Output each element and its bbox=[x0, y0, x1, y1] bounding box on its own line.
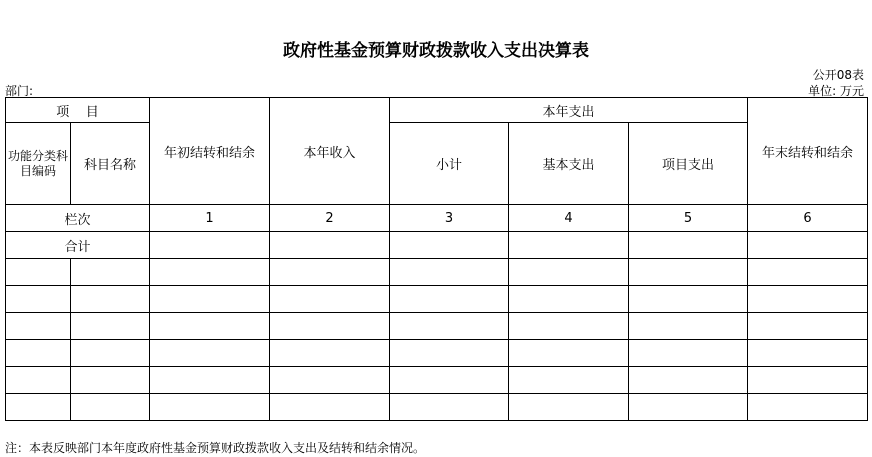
table-cell bbox=[509, 367, 629, 394]
header-row-1 bbox=[6, 98, 868, 123]
table-cell bbox=[270, 313, 390, 340]
table-cell bbox=[629, 232, 748, 259]
table-cell bbox=[509, 259, 629, 286]
table-cell bbox=[270, 367, 390, 394]
table-cell bbox=[748, 394, 868, 421]
table-cell bbox=[150, 340, 270, 367]
header-subject-name: 科目名称 bbox=[71, 123, 150, 205]
column-number-row bbox=[6, 205, 868, 232]
table-cell bbox=[270, 232, 390, 259]
header-income: 本年收入 bbox=[270, 98, 390, 205]
table-cell bbox=[150, 259, 270, 286]
table-cell bbox=[6, 340, 71, 367]
header-item: 项 目 bbox=[6, 98, 150, 123]
table-cell bbox=[270, 286, 390, 313]
header-func-code: 功能分类科目编码 bbox=[6, 123, 71, 205]
table-cell bbox=[150, 232, 270, 259]
table-cell bbox=[390, 394, 509, 421]
table-cell bbox=[390, 259, 509, 286]
table-cell bbox=[629, 367, 748, 394]
table-cell bbox=[390, 367, 509, 394]
table-cell bbox=[748, 232, 868, 259]
form-code: 公开08表 bbox=[812, 68, 864, 82]
report-title: 政府性基金预算财政拨款收入支出决算表 bbox=[283, 41, 589, 61]
table-cell bbox=[748, 340, 868, 367]
column-number-5: 5 bbox=[629, 205, 748, 232]
table-row bbox=[6, 367, 868, 394]
table-cell bbox=[270, 394, 390, 421]
table-row bbox=[6, 394, 868, 421]
header-expenditure: 本年支出 bbox=[390, 98, 748, 123]
table-cell bbox=[748, 313, 868, 340]
table-cell bbox=[150, 313, 270, 340]
table-cell bbox=[71, 313, 150, 340]
header-begin-balance: 年初结转和结余 bbox=[150, 98, 270, 205]
footnote: 注：本表反映部门本年度政府性基金预算财政拨款收入支出及结转和结余情况。 bbox=[5, 441, 426, 455]
header-subtotal: 小计 bbox=[390, 123, 509, 205]
header-project: 项目支出 bbox=[629, 123, 748, 205]
table-row bbox=[6, 259, 868, 286]
table-cell bbox=[629, 394, 748, 421]
table-cell bbox=[6, 367, 71, 394]
table-cell bbox=[629, 286, 748, 313]
table-cell bbox=[629, 313, 748, 340]
table-cell bbox=[150, 394, 270, 421]
table-cell bbox=[150, 286, 270, 313]
header-basic: 基本支出 bbox=[509, 123, 629, 205]
table-cell bbox=[629, 340, 748, 367]
table-cell bbox=[509, 394, 629, 421]
table-cell bbox=[6, 394, 71, 421]
table-cell bbox=[71, 340, 150, 367]
table-cell bbox=[390, 232, 509, 259]
table-cell bbox=[390, 286, 509, 313]
column-number-6: 6 bbox=[748, 205, 868, 232]
table-cell bbox=[71, 286, 150, 313]
table-cell bbox=[748, 286, 868, 313]
table-cell bbox=[71, 367, 150, 394]
budget-table bbox=[5, 97, 868, 421]
column-number-2: 2 bbox=[270, 205, 390, 232]
table-cell bbox=[270, 340, 390, 367]
table-row bbox=[6, 313, 868, 340]
table-cell bbox=[390, 313, 509, 340]
column-number-label: 栏次 bbox=[6, 205, 150, 232]
table-cell bbox=[6, 313, 71, 340]
header-end-balance: 年末结转和结余 bbox=[748, 98, 868, 205]
column-number-1: 1 bbox=[150, 205, 270, 232]
table-cell bbox=[509, 313, 629, 340]
table-cell bbox=[6, 259, 71, 286]
column-number-4: 4 bbox=[509, 205, 629, 232]
table-cell bbox=[748, 367, 868, 394]
total-label: 合计 bbox=[6, 232, 150, 259]
table-row bbox=[6, 286, 868, 313]
table-cell bbox=[748, 259, 868, 286]
table-cell bbox=[71, 259, 150, 286]
column-number-3: 3 bbox=[390, 205, 509, 232]
unit-label: 单位: 万元 bbox=[808, 84, 864, 98]
table-cell bbox=[6, 286, 71, 313]
table-cell bbox=[390, 340, 509, 367]
table-row bbox=[6, 340, 868, 367]
table-cell bbox=[509, 286, 629, 313]
total-row bbox=[6, 232, 868, 259]
header-row-2 bbox=[6, 123, 868, 205]
table-cell bbox=[509, 232, 629, 259]
table-cell bbox=[509, 340, 629, 367]
department-label: 部门: bbox=[5, 84, 34, 98]
table-cell bbox=[150, 367, 270, 394]
table-cell bbox=[71, 394, 150, 421]
table-cell bbox=[629, 259, 748, 286]
table-cell bbox=[270, 259, 390, 286]
